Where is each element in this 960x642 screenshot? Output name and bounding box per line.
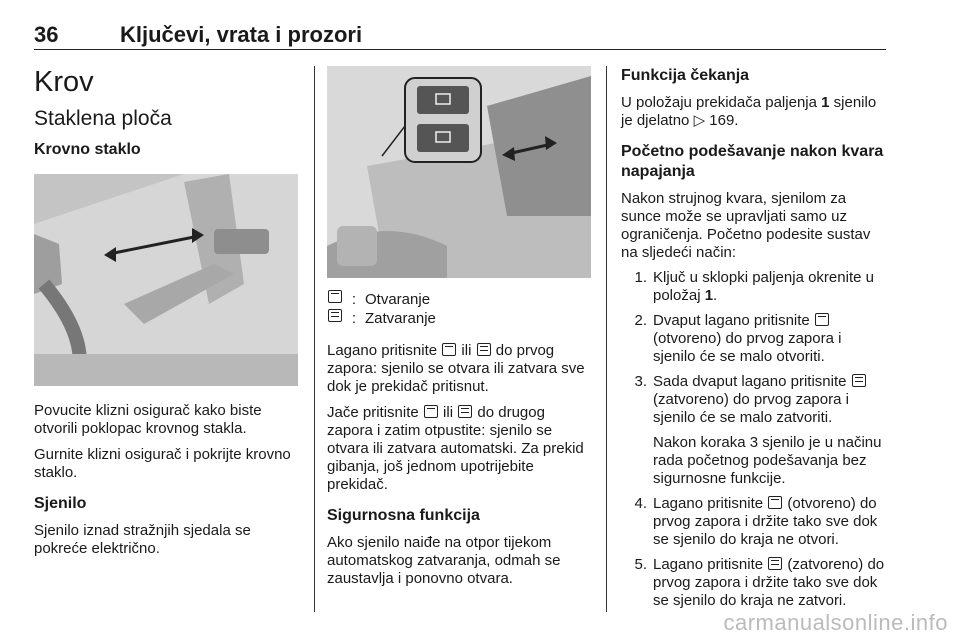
sunshade-open-icon <box>424 405 438 418</box>
list-item: 2. Dvaput lagano pritisnite (otvoreno) do prvog zapora i sjenilo će se malo otvoriti. <box>634 312 842 365</box>
para-pull-latch: Povucite klizni osigurač kako biste otvorili poklopac krovnog stakla. <box>34 402 262 437</box>
legend-row-close: : Zatvaranje <box>327 309 591 328</box>
section-title: Ključevi, vrata i prozori <box>120 22 363 47</box>
page-header <box>34 22 886 52</box>
list-item: Nakon koraka 3 sjenilo je u načinu rada početnog podešavanja bez sigurnosne funkcije. <box>653 434 882 487</box>
sunshade-close-icon <box>458 405 472 418</box>
page-reference-icon: ▷ <box>693 112 710 129</box>
subsection-title: Staklena ploča <box>34 107 172 130</box>
sunshade-close-icon <box>768 557 782 570</box>
heading-reset: Početno podešavanje nakon kvara napajanja <box>621 143 884 180</box>
list-item: 1. Ključ u sklopki paljenja okrenite u položaj 1. <box>634 269 874 304</box>
para-light-press: Lagano pritisnite ili do prvog zapora: sjenilo se otvara ili zatvara sve dok je prekidač pritisnut. <box>327 342 585 395</box>
heading-sunshade: Sjenilo <box>34 495 87 512</box>
heading-delay: Funkcija čekanja <box>621 67 750 84</box>
sunshade-switch-illustration <box>327 66 591 278</box>
para-push-latch: Gurnite klizni osigurač i pokrijte krovno staklo. <box>34 446 291 481</box>
watermark: carmanualsonline.info <box>723 610 948 635</box>
legend-label-close: Zatvaranje <box>365 310 436 327</box>
list-item: 3. Sada dvaput lagano pritisnite (zatvoreno) do prvog zapora i sjenilo će se malo zatvoriti. <box>621 373 887 427</box>
column-middle <box>327 66 591 588</box>
page-title: Krov <box>34 66 94 98</box>
roof-glass-illustration <box>34 174 298 386</box>
sunshade-close-icon <box>477 343 491 356</box>
heading-roof-glass: Krovno staklo <box>34 141 141 158</box>
column-divider-1 <box>314 66 315 612</box>
sunshade-open-icon <box>815 313 829 326</box>
list-item: 4. Lagano pritisnite (otvoreno) do prvog zapora i držite tako sve dok se sjenilo do kraja ne otvori. <box>634 495 878 548</box>
heading-safety: Sigurnosna funkcija <box>327 507 480 524</box>
page-number: 36 <box>34 22 59 47</box>
para-firm-press: Jače pritisnite ili do drugog zapora i zatim otpustite: sjenilo se otvara ili zatvara automatski. Za prekid gibanja, još jednom upotrijebite prekidač. <box>327 404 584 493</box>
para-reset: Nakon strujnog kvara, sjenilom za sunce može se upravljati samo uz ograničenja. Početno podesite sustav na sljedeći način: <box>621 190 871 261</box>
legend-label-open: Otvaranje <box>365 291 431 308</box>
sunshade-close-icon <box>328 309 342 322</box>
switch-legend <box>327 290 591 328</box>
legend-row-open: : Otvaranje <box>327 290 591 309</box>
sunshade-close-icon <box>852 374 866 387</box>
list-item: 5. Lagano pritisnite (zatvoreno) do prvog zapora i držite tako sve dok se sjenilo do kraja ne zatvori. <box>634 556 885 609</box>
para-safety: Ako sjenilo naiđe na otpor tijekom automatskog zatvaranja, odmah se zaustavlja i ponovno otvara. <box>327 534 561 587</box>
sunshade-open-icon <box>768 496 782 509</box>
sunshade-open-icon <box>442 343 456 356</box>
column-divider-2 <box>606 66 607 612</box>
sunshade-open-icon <box>328 290 342 303</box>
para-delay: U položaju prekidača paljenja 1 sjenilo je djelatno ▷ 169. <box>621 94 877 129</box>
column-right <box>621 66 887 610</box>
reset-steps-list <box>621 269 887 610</box>
column-left <box>34 66 300 558</box>
para-sunshade: Sjenilo iznad stražnjih sjedala se pokreće električno. <box>34 522 251 557</box>
header-rule <box>34 49 886 50</box>
